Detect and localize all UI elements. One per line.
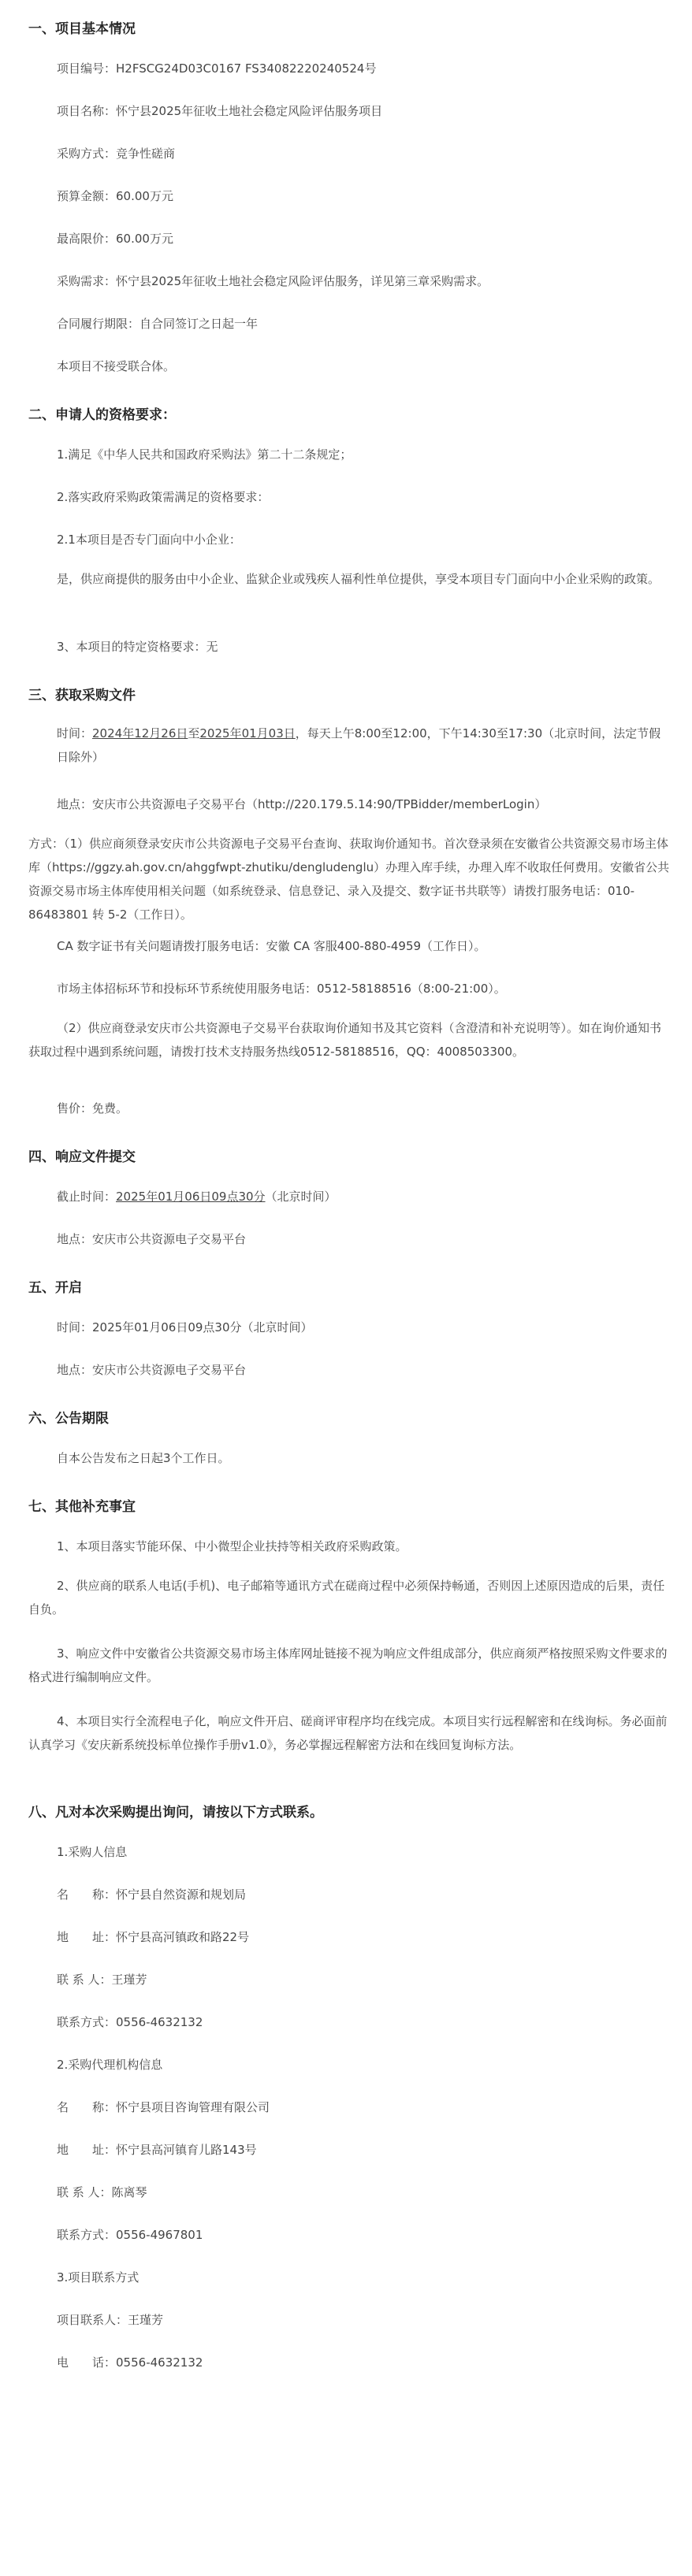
time-start: 2024年12月26日 — [92, 726, 188, 741]
procurement-requirement: 采购需求：怀宁县2025年征收土地社会稳定风险评估服务，详见第三章采购需求。 — [57, 274, 489, 288]
purchaser-name-label: 名 称： — [57, 1887, 117, 1902]
deadline-suffix: （北京时间） — [265, 1190, 337, 1204]
agency-name — [57, 2099, 270, 2115]
project-number: 项目编号：H2FSCG24D03C0167 FS340822202405​24号 — [57, 61, 377, 76]
purchaser-heading: 1.采购人信息 — [57, 1845, 128, 1859]
announcement-period: 自本公告发布之日起3个工作日。 — [57, 1451, 230, 1465]
section-title-contact: 八、凡对本次采购提出询问，请按以下方式联系。 — [28, 1805, 323, 1821]
other-item-4: 4、本项目实行全流程电子化，响应文件开启、磋商评审程序均在线完成。本项目实行远程解密和在线询标。务必面前认真学习《安庆新系统投标单位操作手册v1.0》，务必掌握远程解密方法和在线回复询标方法。 — [28, 1714, 668, 1752]
project-contact-heading: 3.项目联系方式 — [57, 2270, 140, 2285]
time-end: 2025年01月03日 — [199, 726, 296, 741]
purchaser-address — [57, 1928, 249, 1945]
qualification-1: 1.满足《中华人民共和国政府采购法》第二十二条规定； — [57, 447, 352, 462]
time-prefix: 时间： — [57, 726, 93, 741]
project-phone-label: 电 话： — [57, 2355, 117, 2370]
qualification-3: 3、本项目的特定资格要求：无 — [57, 640, 218, 654]
agency-phone: 联系方式：0556-4967801 — [57, 2228, 203, 2242]
qualification-2-1: 2.1本项目是否专门面向中小企业： — [57, 533, 241, 547]
market-phone: 市场主体招标环节和投标环节系统使用服务电话：0512-58188516（8:00-21:00）。 — [57, 982, 506, 996]
section-title-get-documents: 三、获取采购文件 — [28, 688, 136, 703]
section-title-opening: 五、开启 — [28, 1280, 82, 1296]
procurement-method: 采购方式：竞争性磋商 — [57, 147, 176, 161]
purchaser-address-label: 地 址： — [57, 1930, 117, 1944]
agency-name-value: 怀宁县项目咨询管理有限公司 — [116, 2100, 270, 2114]
purchaser-name-value: 怀宁县自然资源和规划局 — [116, 1887, 247, 1902]
other-item-1: 1、本项目落实节能环保、中小微型企业扶持等相关政府采购政策。 — [57, 1539, 407, 1553]
submission-deadline — [57, 1188, 337, 1204]
purchaser-contact: 联 系 人：王瑾芳 — [57, 1973, 147, 1987]
opening-time: 时间：2025年01月06日09点30分（北京时间） — [57, 1320, 313, 1334]
consortium-note: 本项目不接受联合体。 — [57, 359, 176, 373]
agency-address-label: 地 址： — [57, 2143, 117, 2157]
document-way-2: （2）供应商登录安庆市公共资源电子交易平台获取询价通知书及其它资料（含澄清和补充说明等）。如在询价通知书获取过程中遇到系统问题，请拨打技术支持服务热线0512-58188516，QQ：4008503300。 — [28, 1021, 662, 1059]
section-title-qualifications: 二、申请人的资格要求： — [28, 407, 176, 423]
max-price: 最高限价：60.00万元 — [57, 232, 173, 246]
agency-address — [57, 2141, 257, 2158]
qualification-2: 2.落实政府采购政策需满足的资格要求： — [57, 490, 270, 504]
deadline-prefix: 截止时间： — [57, 1190, 117, 1204]
document-way: 方式：（1）供应商须登录安庆市公共资源电子交易平台查询、获取询价通知书。首次登录须在安徽省公共资源交易市场主体库（https://ggzy.ah.gov.cn/ahggfwpt-zhutiku/dengludenglu）办理入库手续，办理入库不收取任何费用。安徽省公共资源交易市场主体库使用相关问题（如系统登录、信息登记、录入及提交、数字证书共联等）请拨打服务电话：010-86483801 转 5-2（工作日）。 — [28, 837, 670, 922]
time-suffix: ，每天上午8:00至12:00，下午14:30至17:30（北京时间，法定节假日除外） — [57, 726, 661, 764]
time-mid: 至 — [188, 726, 200, 741]
project-contact-phone — [57, 2354, 203, 2370]
section-title-period: 六、公告期限 — [28, 1411, 109, 1427]
project-name: 项目名称：怀宁县2025年征收土地社会稳定风险评估服务项目 — [57, 104, 383, 118]
purchaser-name — [57, 1886, 246, 1902]
document-place: 地点：安庆市公共资源电子交易平台（http://220.179.5.14:90/TPBidder/memberLogin） — [57, 797, 547, 811]
agency-heading: 2.采购代理机构信息 — [57, 2058, 163, 2072]
qualification-2-1-text: 是，供应商提供的服务由中小企业、监狱企业或残疾人福利性单位提供，享受本项目专门面向中小企业采购的政策。 — [57, 572, 660, 586]
agency-contact: 联 系 人：陈离琴 — [57, 2185, 147, 2199]
contract-period: 合同履行期限：自合同签订之日起一年 — [57, 317, 259, 331]
ca-phone: CA 数字证书有关问题请拨打服务电话：安徽 CA 客服400-880-4959（工作日）。 — [57, 939, 486, 953]
section-title-other: 七、其他补充事宜 — [28, 1499, 136, 1515]
section-title-submission: 四、响应文件提交 — [28, 1149, 136, 1165]
budget-amount: 预算金额：60.00万元 — [57, 189, 173, 203]
purchaser-address-value: 怀宁县高河镇政和路22号 — [116, 1930, 250, 1944]
opening-place: 地点：安庆市公共资源电子交易平台 — [57, 1363, 247, 1377]
deadline-value: 2025年01月06日09点30分 — [116, 1190, 266, 1204]
project-contact-person: 项目联系人：王瑾芳 — [57, 2313, 164, 2327]
agency-name-label: 名 称： — [57, 2100, 117, 2114]
other-item-2: 2、供应商的联系人电话(手机)、电子邮箱等通讯方式在磋商过程中必须保持畅通，否则因上述原因造成的后果，责任自负。 — [28, 1579, 665, 1616]
document-time — [57, 722, 672, 769]
agency-address-value: 怀宁县高河镇育儿路143号 — [116, 2143, 257, 2157]
document-price: 售价：免费。 — [57, 1101, 128, 1115]
project-phone-value: 0556-4632132 — [116, 2355, 203, 2370]
other-item-3: 3、响应文件中安徽省公共资源交易市场主体库网址链接不视为响应文件组成部分，供应商须严格按照采购文件要求的格式进行编制响应文件。 — [28, 1646, 668, 1684]
section-title-basic-info: 一、项目基本情况 — [28, 21, 136, 37]
purchaser-phone: 联系方式：0556-4632132 — [57, 2015, 203, 2029]
submission-place: 地点：安庆市公共资源电子交易平台 — [57, 1232, 247, 1246]
